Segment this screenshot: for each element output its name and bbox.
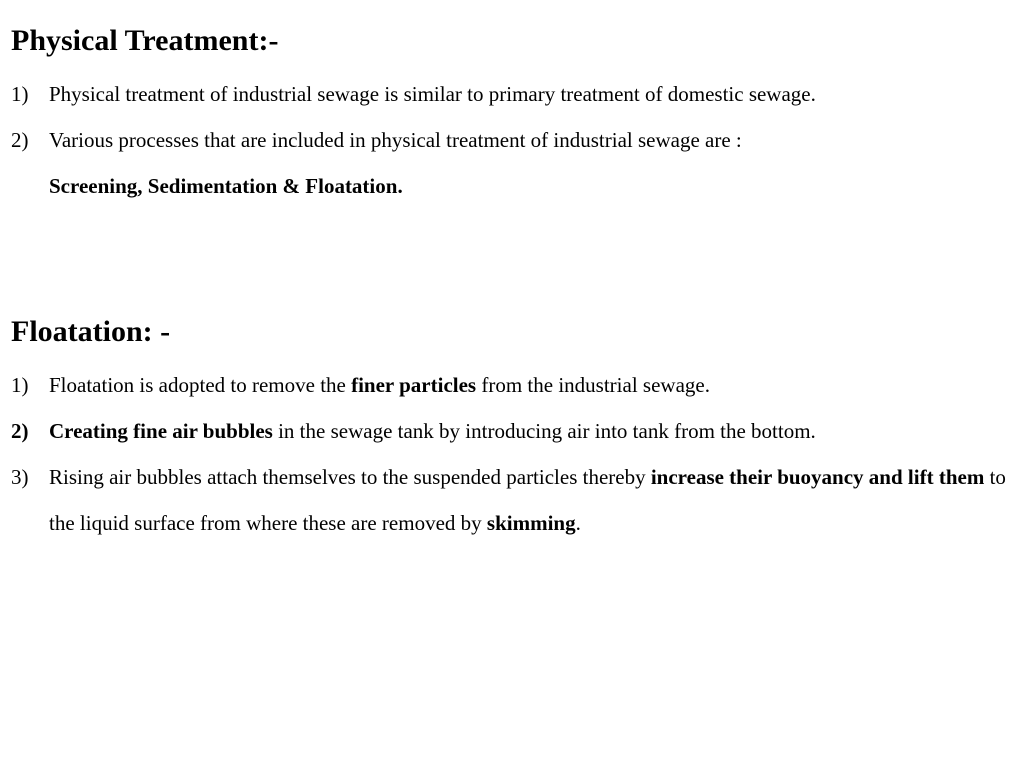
physical-point-1 [11,71,1016,117]
point-text-plain: Various processes that are included in physical treatment of industrial sewage are : [49,128,742,152]
point-text [49,408,1016,454]
text-plain: from the industrial sewage. [476,373,710,397]
text-bold: increase their buoyancy and lift them [650,465,985,489]
text-plain: . [575,511,581,535]
point-number: 3) [11,465,29,489]
text-plain: to the liquid surface from where these are removed by [49,465,1006,535]
physical-point-2 [11,117,1016,209]
point-number: 2) [11,419,29,443]
floatation-point-3 [11,454,1016,546]
text-plain: Floatation is adopted to remove the [49,373,352,397]
point-text: Physical treatment of industrial sewage is similar to primary treatment of domestic sewage. [49,82,816,106]
text-bold: Creating fine air bubbles [49,419,273,443]
point-number: 1) [11,373,29,397]
point-text [49,454,1016,546]
text-bold: skimming [486,511,576,535]
floatation-point-2 [11,408,1016,454]
point-text [49,362,1016,408]
text-plain: Rising air bubbles attach themselves to the suspended particles thereby [49,465,651,489]
physical-treatment-heading: Physical Treatment:- [11,24,279,57]
processes-list: Screening, Sedimentation & Floatation. [49,174,403,198]
text-plain: in the sewage tank by introducing air into tank from the bottom. [272,419,816,443]
point-number: 2) [11,128,29,152]
floatation-heading: Floatation: - [11,315,171,348]
floatation-point-1 [11,362,1016,408]
text-bold: finer particles [351,373,477,397]
point-text [49,117,1016,209]
point-number: 1) [11,82,29,106]
